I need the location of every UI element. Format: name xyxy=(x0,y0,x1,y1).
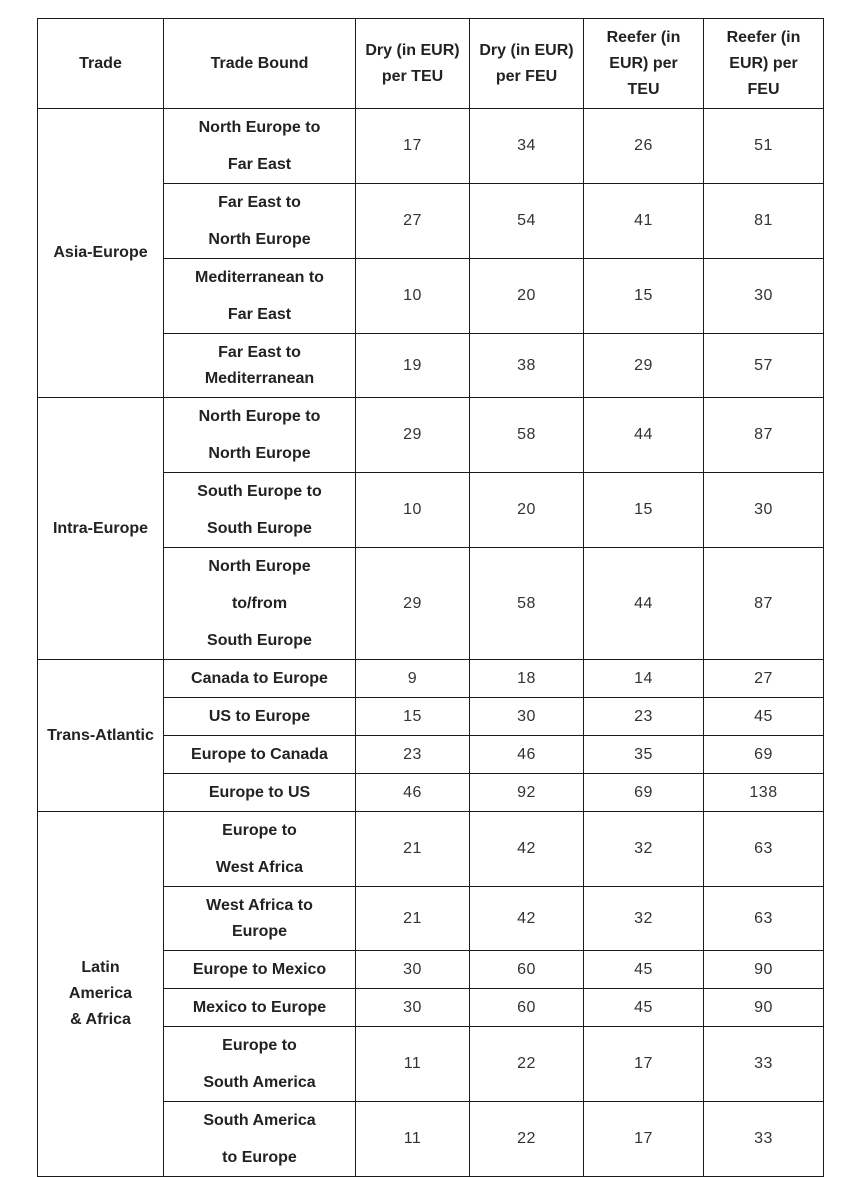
trade-bound-cell: North Europe to Far East xyxy=(164,109,356,184)
trade-bound-cell: Europe to West Africa xyxy=(164,812,356,887)
table-row xyxy=(38,660,824,698)
reefer-feu-value: 33 xyxy=(704,1027,824,1102)
trade-bound-cell: Mediterranean to Far East xyxy=(164,259,356,334)
dry-feu-value: 60 xyxy=(470,989,584,1027)
trade-cell-latin-america-africa: Latin America & Africa xyxy=(38,812,164,1177)
dry-feu-value: 58 xyxy=(470,398,584,473)
reefer-teu-value: 35 xyxy=(584,736,704,774)
reefer-feu-value: 30 xyxy=(704,473,824,548)
reefer-teu-value: 45 xyxy=(584,989,704,1027)
dry-teu-value: 10 xyxy=(356,259,470,334)
trade-bound-cell: Far East to Mediterranean xyxy=(164,334,356,398)
reefer-feu-value: 90 xyxy=(704,989,824,1027)
dry-feu-value: 92 xyxy=(470,774,584,812)
dry-feu-value: 22 xyxy=(470,1102,584,1177)
table-row xyxy=(38,812,824,887)
reefer-feu-value: 33 xyxy=(704,1102,824,1177)
reefer-teu-value: 29 xyxy=(584,334,704,398)
dry-feu-value: 42 xyxy=(470,812,584,887)
surcharge-table xyxy=(37,18,824,1177)
dry-teu-value: 11 xyxy=(356,1027,470,1102)
trade-bound-cell: South America to Europe xyxy=(164,1102,356,1177)
dry-teu-value: 17 xyxy=(356,109,470,184)
reefer-feu-value: 51 xyxy=(704,109,824,184)
reefer-feu-value: 87 xyxy=(704,398,824,473)
dry-feu-value: 58 xyxy=(470,548,584,660)
dry-teu-value: 19 xyxy=(356,334,470,398)
dry-teu-value: 30 xyxy=(356,989,470,1027)
header-dry-per-teu: Dry (in EUR) per TEU xyxy=(356,19,470,109)
reefer-teu-value: 23 xyxy=(584,698,704,736)
reefer-teu-value: 17 xyxy=(584,1027,704,1102)
dry-teu-value: 29 xyxy=(356,548,470,660)
trade-bound-cell: Mexico to Europe xyxy=(164,989,356,1027)
reefer-teu-value: 14 xyxy=(584,660,704,698)
dry-teu-value: 21 xyxy=(356,812,470,887)
dry-feu-value: 38 xyxy=(470,334,584,398)
header-trade-bound: Trade Bound xyxy=(164,19,356,109)
reefer-feu-value: 57 xyxy=(704,334,824,398)
table-row xyxy=(38,398,824,473)
trade-bound-cell: Far East to North Europe xyxy=(164,184,356,259)
dry-teu-value: 29 xyxy=(356,398,470,473)
dry-teu-value: 11 xyxy=(356,1102,470,1177)
reefer-teu-value: 15 xyxy=(584,473,704,548)
dry-teu-value: 46 xyxy=(356,774,470,812)
reefer-teu-value: 32 xyxy=(584,812,704,887)
dry-teu-value: 21 xyxy=(356,887,470,951)
trade-bound-cell: Europe to Mexico xyxy=(164,951,356,989)
reefer-feu-value: 30 xyxy=(704,259,824,334)
dry-teu-value: 10 xyxy=(356,473,470,548)
reefer-feu-value: 63 xyxy=(704,887,824,951)
dry-feu-value: 42 xyxy=(470,887,584,951)
table-row xyxy=(38,109,824,184)
trade-cell-intra-europe: Intra-Europe xyxy=(38,398,164,660)
dry-teu-value: 30 xyxy=(356,951,470,989)
reefer-feu-value: 90 xyxy=(704,951,824,989)
dry-feu-value: 30 xyxy=(470,698,584,736)
dry-feu-value: 54 xyxy=(470,184,584,259)
trade-bound-cell: Canada to Europe xyxy=(164,660,356,698)
trade-bound-cell: Europe to Canada xyxy=(164,736,356,774)
reefer-teu-value: 17 xyxy=(584,1102,704,1177)
reefer-feu-value: 69 xyxy=(704,736,824,774)
reefer-feu-value: 87 xyxy=(704,548,824,660)
header-reefer-per-feu: Reefer (in EUR) per FEU xyxy=(704,19,824,109)
trade-bound-cell: North Europe to/from South Europe xyxy=(164,548,356,660)
dry-feu-value: 34 xyxy=(470,109,584,184)
reefer-teu-value: 41 xyxy=(584,184,704,259)
dry-feu-value: 22 xyxy=(470,1027,584,1102)
trade-bound-cell: North Europe to North Europe xyxy=(164,398,356,473)
reefer-teu-value: 69 xyxy=(584,774,704,812)
dry-feu-value: 18 xyxy=(470,660,584,698)
reefer-feu-value: 81 xyxy=(704,184,824,259)
reefer-teu-value: 26 xyxy=(584,109,704,184)
reefer-feu-value: 63 xyxy=(704,812,824,887)
dry-teu-value: 27 xyxy=(356,184,470,259)
trade-bound-cell: Europe to US xyxy=(164,774,356,812)
header-dry-per-feu: Dry (in EUR) per FEU xyxy=(470,19,584,109)
dry-feu-value: 46 xyxy=(470,736,584,774)
header-reefer-per-teu: Reefer (in EUR) per TEU xyxy=(584,19,704,109)
dry-teu-value: 15 xyxy=(356,698,470,736)
dry-teu-value: 23 xyxy=(356,736,470,774)
trade-bound-cell: West Africa to Europe xyxy=(164,887,356,951)
dry-teu-value: 9 xyxy=(356,660,470,698)
trade-cell-asia-europe: Asia-Europe xyxy=(38,109,164,398)
reefer-teu-value: 44 xyxy=(584,398,704,473)
reefer-teu-value: 45 xyxy=(584,951,704,989)
dry-feu-value: 60 xyxy=(470,951,584,989)
header-trade: Trade xyxy=(38,19,164,109)
table-header-row xyxy=(38,19,824,109)
dry-feu-value: 20 xyxy=(470,259,584,334)
trade-bound-cell: South Europe to South Europe xyxy=(164,473,356,548)
dry-feu-value: 20 xyxy=(470,473,584,548)
reefer-teu-value: 32 xyxy=(584,887,704,951)
reefer-feu-value: 27 xyxy=(704,660,824,698)
reefer-feu-value: 45 xyxy=(704,698,824,736)
trade-bound-cell: Europe to South America xyxy=(164,1027,356,1102)
reefer-feu-value: 138 xyxy=(704,774,824,812)
trade-bound-cell: US to Europe xyxy=(164,698,356,736)
trade-cell-trans-atlantic: Trans-Atlantic xyxy=(38,660,164,812)
reefer-teu-value: 15 xyxy=(584,259,704,334)
reefer-teu-value: 44 xyxy=(584,548,704,660)
